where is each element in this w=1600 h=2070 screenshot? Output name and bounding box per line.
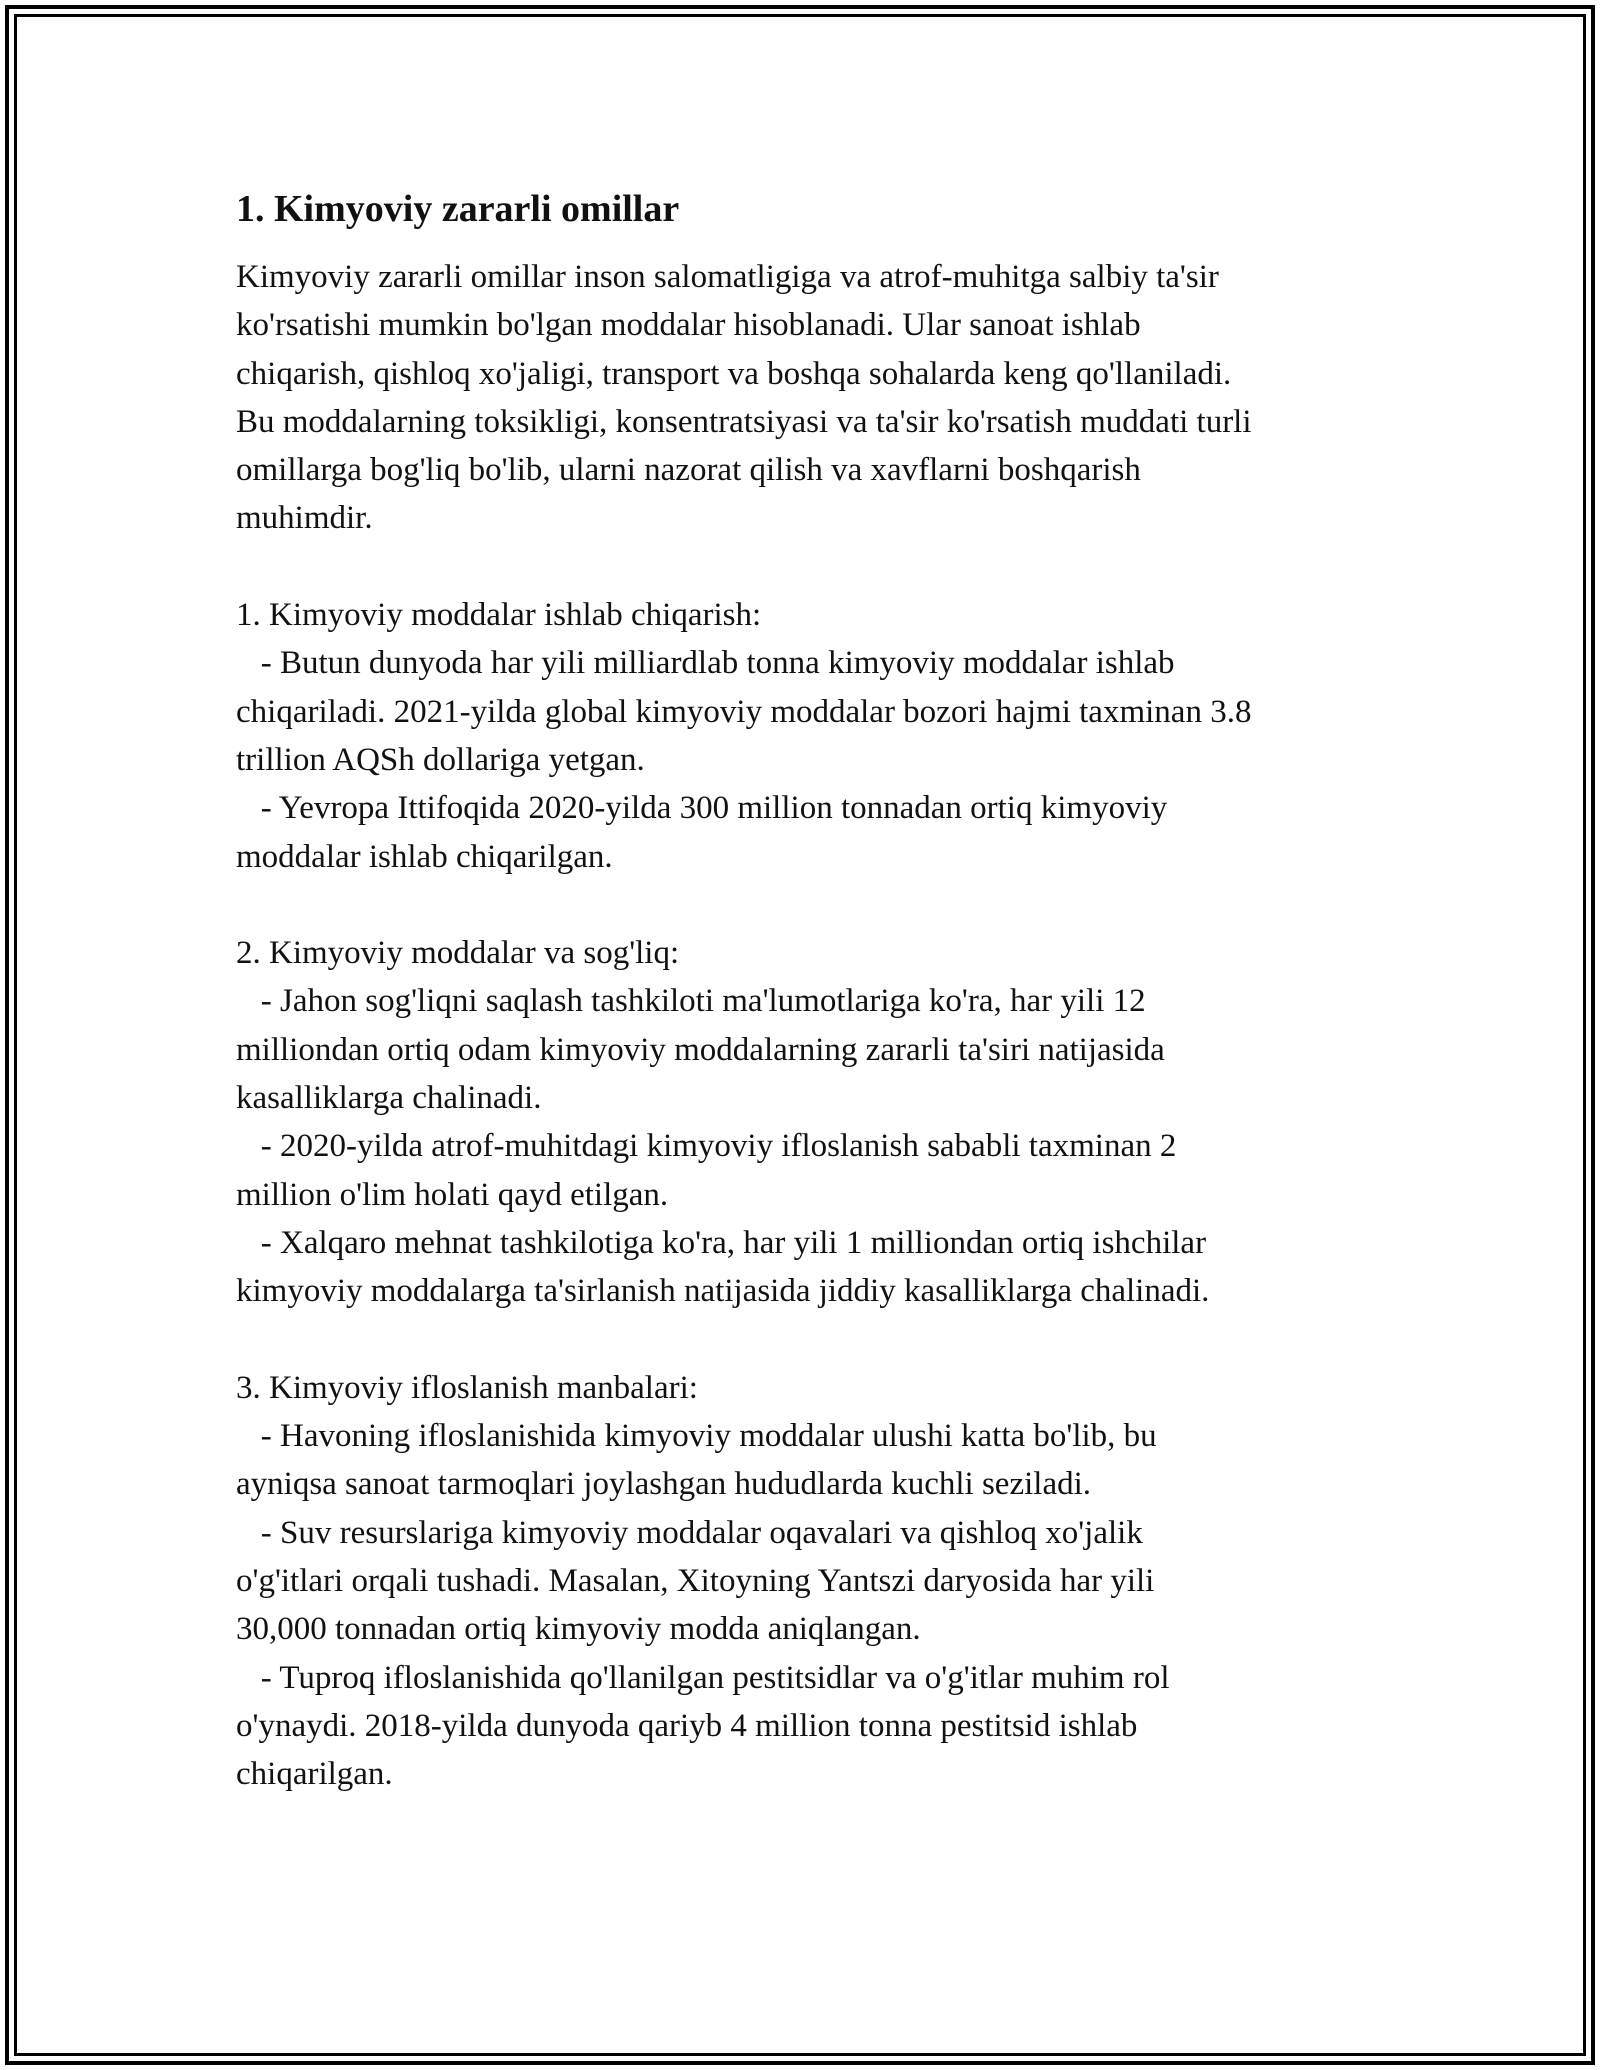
document-body: Kimyoviy zararli omillar inson salomatligiga va atrof-muhitga salbiy ta'sir ko'rsatishi mumkin bo'lgan moddalar hisoblanadi. Ular sanoat ishlab chiqarish, qishloq xo'jaligi, transport va boshqa sohalarda keng qo'llaniladi. Bu moddalarning toksikligi, konsentratsiyasi va ta'sir ko'rsatish muddati turli omillarga bog'liq bo'lib, ularni nazorat qilish va xavflarni boshqarish muhimdir. 1. Kimyoviy moddalar ishlab chiqarish: - Butun dunyoda har yili milliardlab tonna kimyoviy moddalar ishlab chiqariladi. 2021-yilda global kimyoviy moddalar bozori hajmi taxminan 3.8 trillion AQSh dollariga yetgan. - Yevropa Ittifoqida 2020-yilda 300 million tonnadan ortiq kimyoviy moddalar ishlab chiqarilgan. 2. Kimyoviy moddalar va sog'liq: - Jahon sog'liqni saqlash tashkiloti ma'lumotlariga ko'ra, har yili 12 milliondan ortiq odam kimyoviy moddalarning zararli ta'siri natijasida kasalliklarga chalinadi. - 2020-yilda atrof-muhitdagi kimyoviy ifloslanish sababli taxminan 2 million o'lim holati qayd etilgan. - Xalqaro mehnat tashkilotiga ko'ra, har yili 1 milliondan ortiq ishchilar kimyoviy moddalarga ta'sirlanish natijasida jiddiy kasalliklarga chalinadi. 3. Kimyoviy ifloslanish manbalari: - Havoning ifloslanishida kimyoviy moddalar ulushi katta bo'lib, bu ayniqsa sanoat tarmoqlari joylashgan hududlarda kuchli seziladi. - Suv resurslariga kimyoviy moddalar oqavalari va qishloq xo'jalik o'g'itlari orqali tushadi. Masalan, Xitoyning Yantszi daryosida har yili 30,000 tonnadan ortiq kimyoviy modda aniqlangan. - Tuproq ifloslanishida qo'llanilgan pestitsidlar va o'g'itlar muhim rol o'ynaydi. 2018-yilda dunyoda qariyb 4 million tonna pestitsid ishlab chiqarilgan. xyxy=(236,259,1252,1793)
document-title: 1. Kimyoviy zararli omillar xyxy=(236,188,680,230)
document-content xyxy=(236,185,1386,1799)
